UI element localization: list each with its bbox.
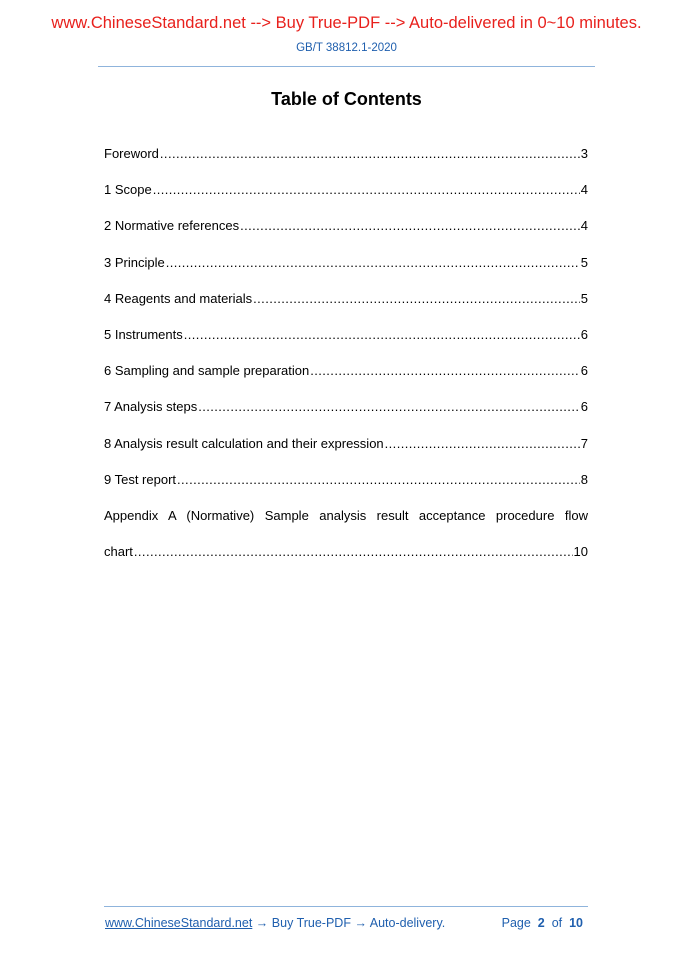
toc-entry-page: 5 [580,290,588,306]
arrow-right-icon: → [255,916,269,930]
dot-leader [240,217,580,235]
toc-entry-page: 6 [580,326,588,342]
page-word: Page [501,916,531,930]
standard-number: GB/T 38812.1-2020 [296,42,397,54]
toc-entry-principle[interactable] [104,254,588,290]
toc-entry-page: 3 [580,146,588,161]
page-total: 10 [569,916,583,930]
toc-list [104,145,588,579]
toc-entry-page: 6 [580,363,588,379]
dot-leader [177,471,580,489]
toc-entry-label: 8 Analysis result calculation and their expression [104,435,384,451]
toc-entry-label: 5 Instruments [104,326,183,342]
toc-entry-label: 1 Scope [104,182,152,198]
dot-leader [160,145,580,163]
dot-leader [153,181,580,199]
footer-divider [104,906,588,907]
toc-entry-result-calculation[interactable] [104,435,588,471]
page-indicator [502,916,583,930]
toc-entry-instruments[interactable] [104,326,588,362]
footer-delivery-text: Auto-delivery. [369,916,446,930]
dot-leader [310,362,580,380]
toc-entry-scope[interactable] [104,181,588,217]
dot-leader [166,254,580,272]
dot-leader [253,290,580,308]
top-promo-banner[interactable]: www.ChineseStandard.net --> Buy True-PDF --> Auto-delivered in 0~10 minutes. [51,14,642,32]
footer-site-link[interactable]: www.ChineseStandard.net [105,916,253,930]
toc-entry-label: Appendix A (Normative) Sample analysis result acceptance procedure flow [104,507,588,523]
header-divider [98,66,595,67]
toc-entry-page: 10 [573,544,588,560]
of-word: of [551,916,563,930]
toc-entry-label: 2 Normative references [104,218,240,234]
toc-entry-normative-references[interactable] [104,217,588,253]
toc-entry-label: 3 Principle [104,254,165,270]
toc-entry-label: 6 Sampling and sample preparation [104,363,310,379]
toc-entry-label: Foreword [104,146,159,161]
toc-entry-appendix-a-continued[interactable] [104,543,588,579]
toc-entry-page: 5 [580,254,588,270]
toc-entry-label: 9 Test report [104,471,177,487]
toc-entry-label: 4 Reagents and materials [104,290,253,306]
toc-entry-sampling[interactable] [104,362,588,398]
toc-entry-page: 8 [580,471,588,487]
toc-entry-page: 7 [580,435,588,451]
dot-leader [134,543,573,561]
page-current: 2 [537,916,545,930]
footer-promo [105,916,445,930]
toc-entry-reagents-and-materials[interactable] [104,290,588,326]
toc-entry-page: 4 [580,182,588,198]
toc-entry-appendix-a[interactable] [104,507,588,543]
footer-buy-text: Buy True-PDF [271,916,351,930]
toc-entry-analysis-steps[interactable] [104,398,588,434]
toc-entry-page: 4 [580,218,588,234]
toc-entry-test-report[interactable] [104,471,588,507]
toc-entry-label: 7 Analysis steps [104,399,198,415]
dot-leader [385,435,580,453]
arrow-right-icon: → [354,916,367,930]
page-title: Table of Contents [271,89,422,109]
dot-leader [184,326,580,344]
toc-entry-foreword[interactable] [104,145,588,181]
toc-entry-page: 6 [580,399,588,415]
dot-leader [198,398,580,416]
toc-entry-label: chart [104,544,133,560]
